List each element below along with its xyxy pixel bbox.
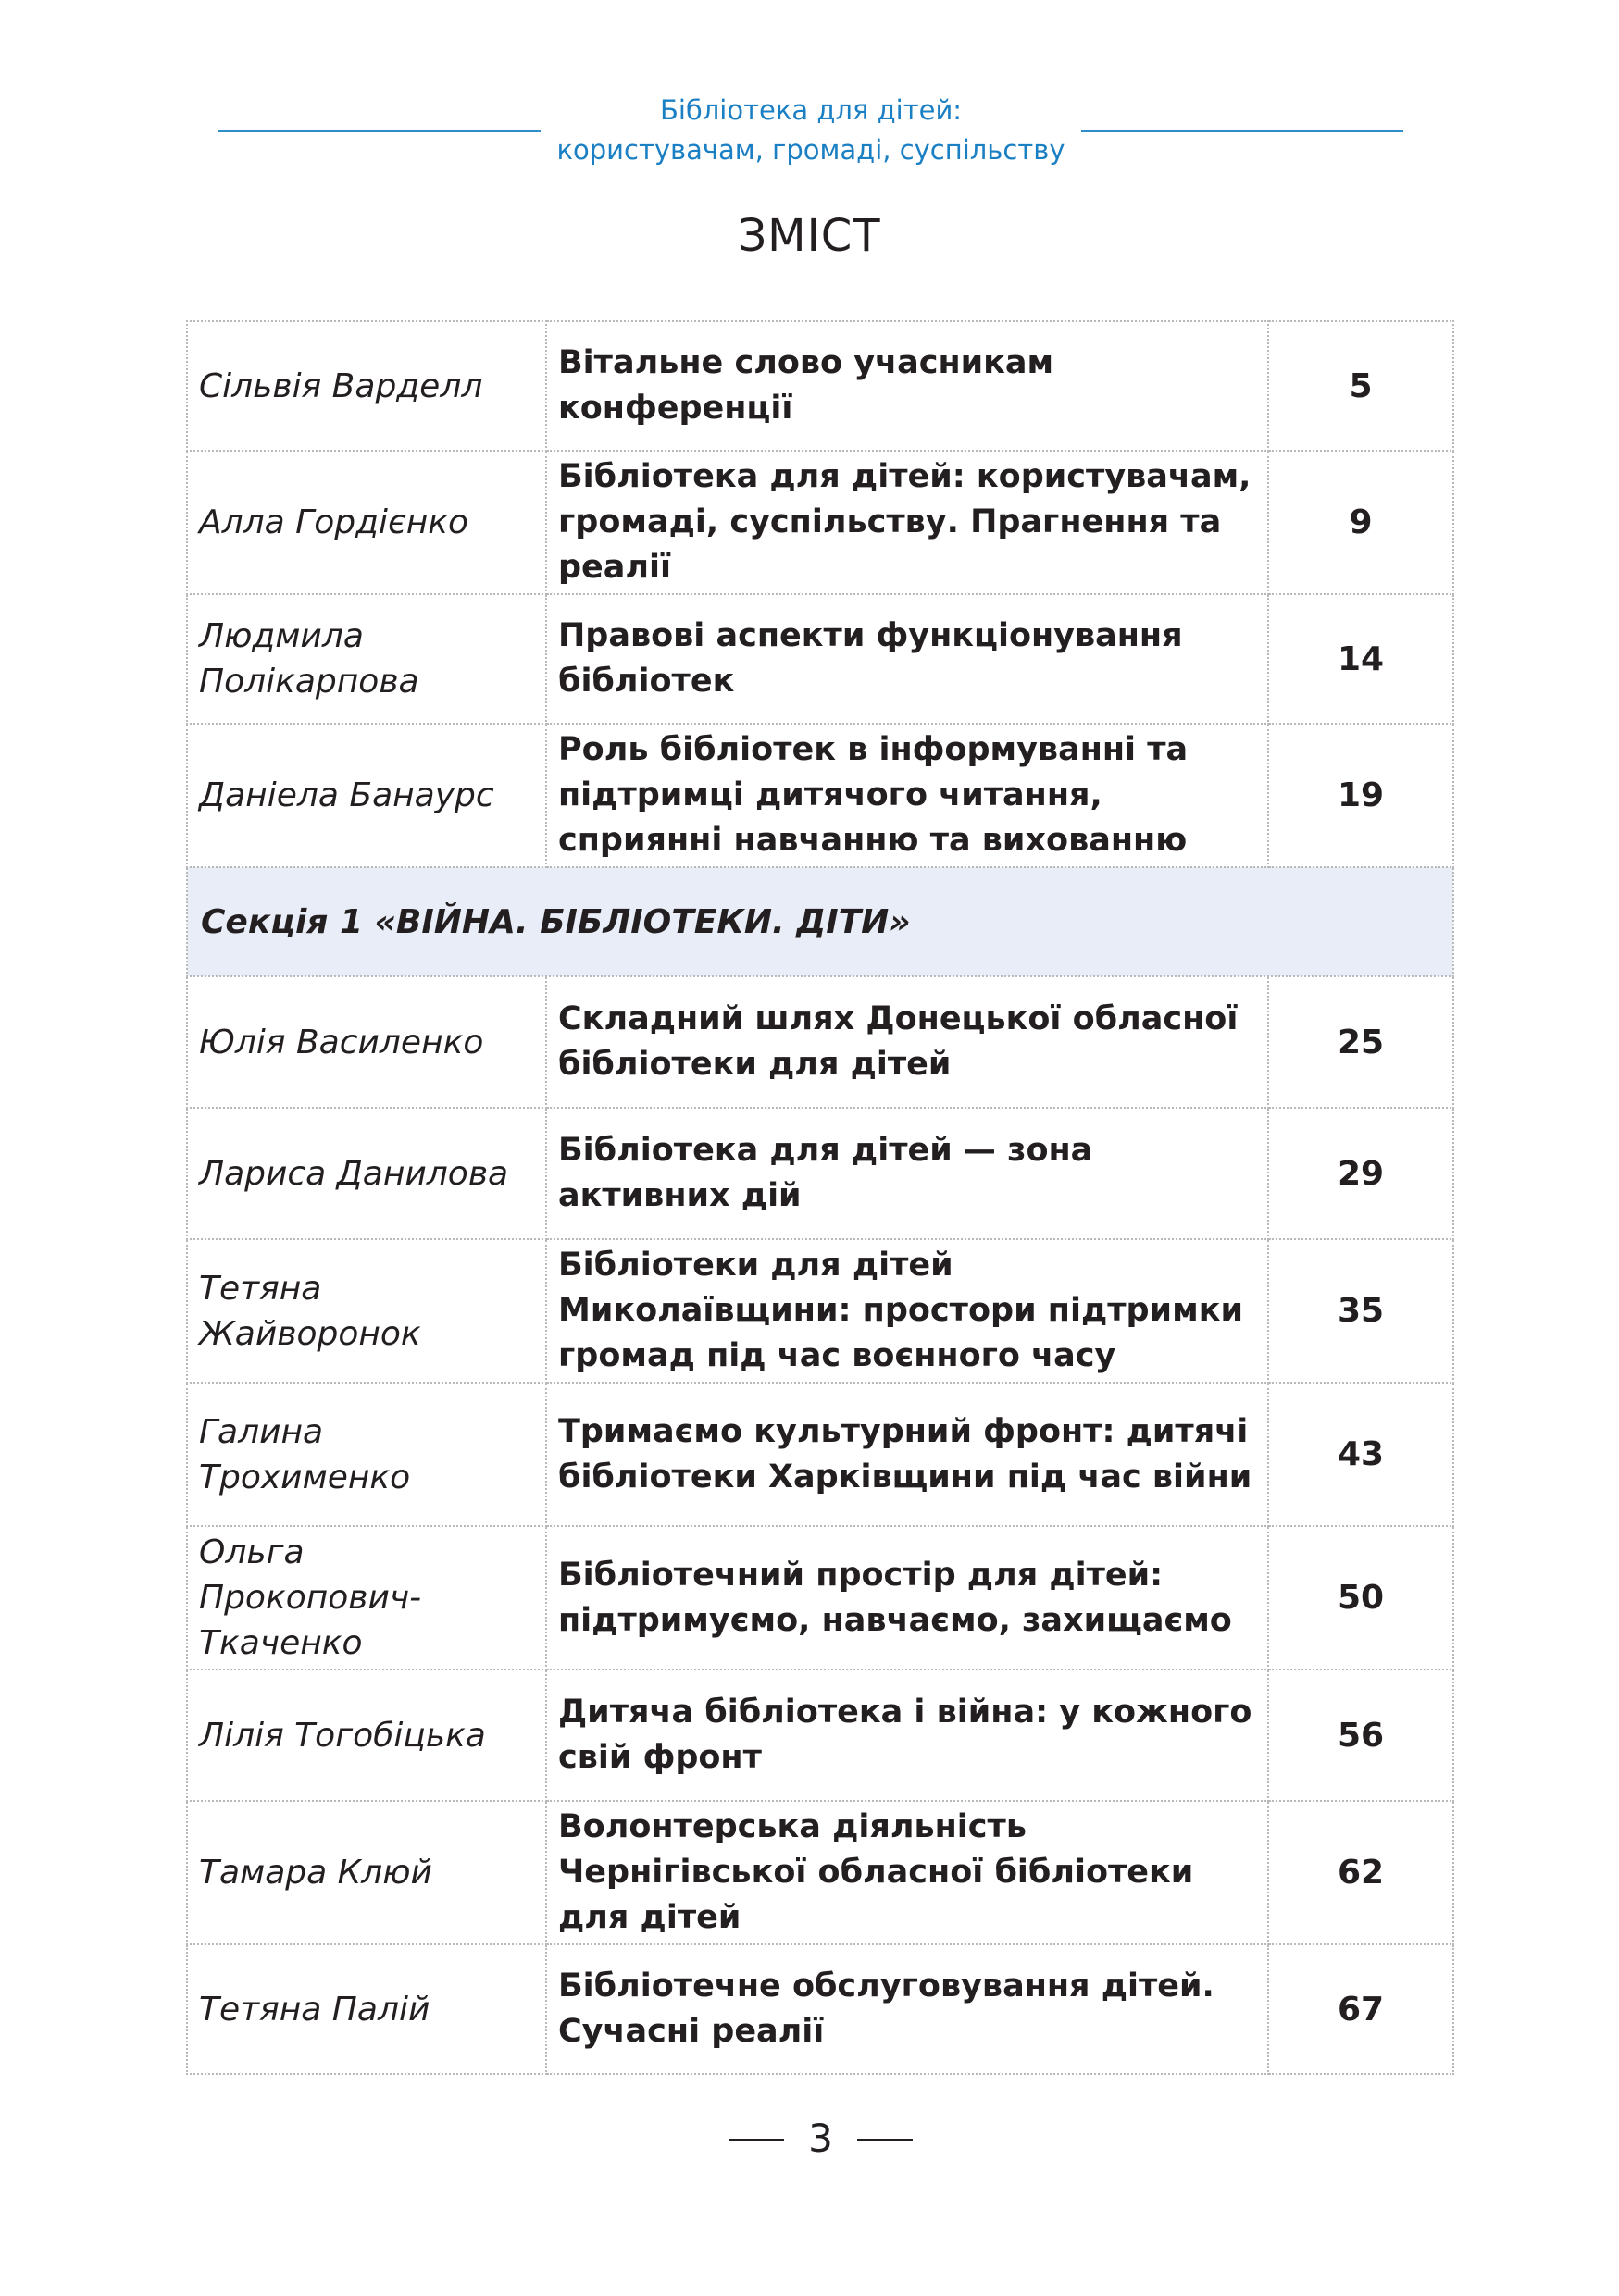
header-line-1: Бібліотека для дітей:	[659, 94, 963, 126]
toc-author: Галина Трохименко	[187, 1383, 546, 1526]
toc-page-number: 29	[1268, 1108, 1453, 1239]
section-heading: Секція 1 «ВІЙНА. БІБЛІОТЕКИ. ДІТИ»	[187, 867, 1453, 976]
page-title: ЗМІСТ	[738, 210, 881, 262]
toc-page-number: 9	[1268, 451, 1453, 594]
toc-row	[187, 976, 1453, 1108]
running-header	[0, 91, 1619, 174]
toc-author: Лариса Данилова	[187, 1108, 546, 1239]
toc-page-number: 50	[1268, 1526, 1453, 1669]
toc-page-number: 67	[1268, 1944, 1453, 2074]
toc-entry-title: Складний шлях Донецької обласної бібліотеки для дітей	[546, 976, 1268, 1108]
toc-page-number: 62	[1268, 1801, 1453, 1944]
toc-author: Даніела Банаурс	[187, 724, 546, 867]
toc-entry-title: Волонтерська діяльність Чернігівської обласної бібліотеки для дітей	[546, 1801, 1268, 1944]
header-text	[541, 91, 1081, 170]
footer-rule-left	[729, 2139, 784, 2141]
toc-row	[187, 1239, 1453, 1383]
toc-author: Алла Гордієнко	[187, 451, 546, 594]
toc-row	[187, 1801, 1453, 1944]
page-number: 3	[808, 2116, 833, 2161]
toc-entry-title: Роль бібліотек в інформуванні та підтримці дитячого читання, сприянні навчанню та вихованню	[546, 724, 1268, 867]
toc-author: Ольга Прокопович-Ткаченко	[187, 1526, 546, 1669]
toc-page-number: 14	[1268, 594, 1453, 724]
toc-page-number: 5	[1268, 321, 1453, 451]
toc-page-number: 19	[1268, 724, 1453, 867]
toc-table	[186, 320, 1454, 2075]
toc-row	[187, 451, 1453, 594]
toc-author: Людмила Полікарпова	[187, 594, 546, 724]
toc-section-row	[187, 867, 1453, 976]
toc-row	[187, 724, 1453, 867]
toc-entry-title: Дитяча бібліотека і війна: у кожного свій фронт	[546, 1669, 1268, 1801]
toc-author: Тетяна Палій	[187, 1944, 546, 2074]
toc-page-number: 25	[1268, 976, 1453, 1108]
page-footer	[0, 2111, 1619, 2166]
header-rule-right	[1081, 130, 1403, 132]
toc-author: Тамара Клюй	[187, 1801, 546, 1944]
toc-entry-title: Вітальне слово учасникам конференції	[546, 321, 1268, 451]
toc-author: Тетяна Жайворонок	[187, 1239, 546, 1383]
toc-page-number: 43	[1268, 1383, 1453, 1526]
toc-author: Лілія Тогобіцька	[187, 1669, 546, 1801]
toc-entry-title: Бібліотечний простір для дітей: підтримуємо, навчаємо, захищаємо	[546, 1526, 1268, 1669]
toc-author: Юлія Василенко	[187, 976, 546, 1108]
toc-row	[187, 1944, 1453, 2074]
header-rule-left	[218, 130, 541, 132]
toc-author: Сільвія Варделл	[187, 321, 546, 451]
toc-entry-title: Тримаємо культурний фронт: дитячі бібліотеки Харківщини під час війни	[546, 1383, 1268, 1526]
toc-entry-title: Правові аспекти функціонування бібліотек	[546, 594, 1268, 724]
header-line-2: користувачам, громаді, суспільству	[556, 134, 1065, 166]
toc-entry-title: Бібліотеки для дітей Миколаївщини: простори підтримки громад під час воєнного часу	[546, 1239, 1268, 1383]
toc-entry-title: Бібліотека для дітей — зона активних дій	[546, 1108, 1268, 1239]
toc-row	[187, 321, 1453, 451]
toc-entry-title: Бібліотека для дітей: користувачам, громаді, суспільству. Прагнення та реалії	[546, 451, 1268, 594]
toc-page-number: 35	[1268, 1239, 1453, 1383]
toc-row	[187, 594, 1453, 724]
footer-rule-right	[857, 2139, 913, 2141]
toc-row	[187, 1383, 1453, 1526]
toc-page-number: 56	[1268, 1669, 1453, 1801]
toc-row	[187, 1669, 1453, 1801]
toc-row	[187, 1108, 1453, 1239]
toc-entry-title: Бібліотечне обслуговування дітей. Сучасні реалії	[546, 1944, 1268, 2074]
toc-row	[187, 1526, 1453, 1669]
